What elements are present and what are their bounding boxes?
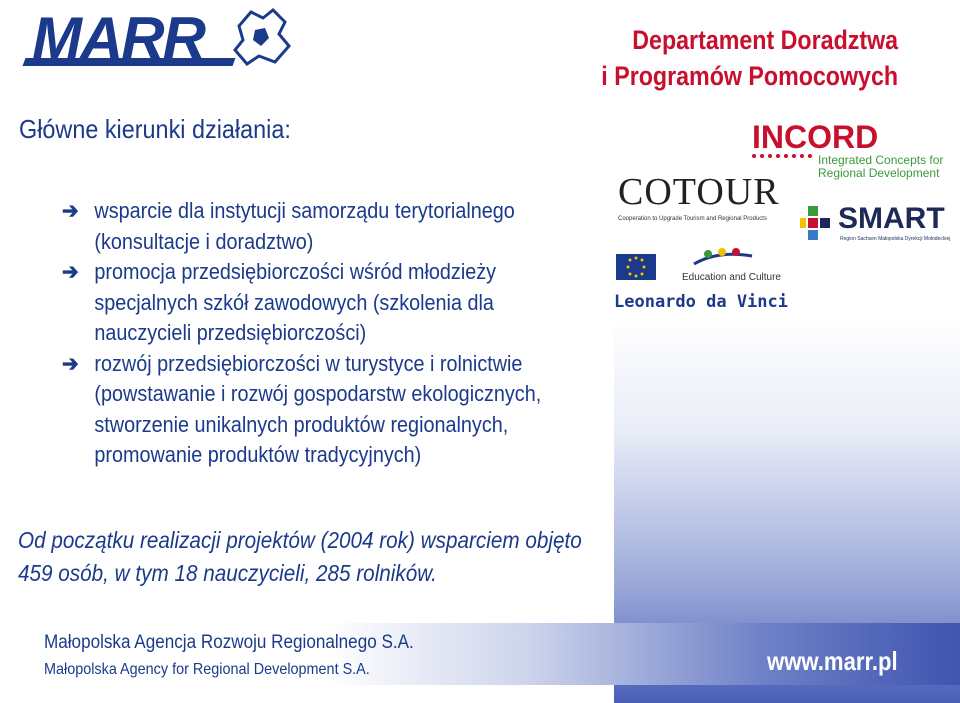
- smart-title: SMART: [838, 202, 945, 235]
- cotour-title: COTOUR: [618, 171, 780, 213]
- website-link[interactable]: www.marr.pl: [767, 646, 898, 676]
- incord-title: INCORD: [752, 119, 879, 155]
- list-item-text: promocja przedsiębiorczości wśród młodzieży specjalnych szkół zawodowych (szkolenia dla nauczycieli przedsiębiorczości): [94, 259, 497, 345]
- marr-logo: [24, 6, 294, 72]
- smart-subtitle: Region Sachsen Małopolska Dyrekcji Mołodeckiej: [840, 236, 951, 242]
- list-item: [62, 257, 566, 349]
- logo-text: MARR: [32, 5, 204, 72]
- education-swoosh-icon: [688, 246, 758, 270]
- summary-text: Od początku realizacji projektów (2004 rok) wsparciem objęto 459 osób, w tym 18 nauczycieli, 285 rolników.: [18, 527, 582, 586]
- section-heading: Główne kierunki działania:: [19, 114, 291, 144]
- smart-squares-icon: [796, 206, 836, 246]
- arrow-right-icon: ➔: [62, 350, 79, 376]
- department-title: [601, 22, 898, 94]
- malopolska-map-icon: [229, 6, 293, 68]
- incord-subtitle: [818, 154, 943, 180]
- incord-logo: [752, 119, 944, 180]
- list-item: [62, 349, 566, 471]
- footer-name-en: Małopolska Agency for Regional Development S.A.: [44, 661, 370, 678]
- list-item-text: wsparcie dla instytucji samorządu terytorialnego (konsultacje i doradztwo): [94, 198, 515, 254]
- education-culture-text: Education and Culture: [682, 272, 781, 283]
- arrow-right-icon: ➔: [62, 198, 79, 223]
- leonardo-logo: [614, 244, 800, 316]
- leonardo-title: Leonardo da Vinci: [614, 292, 788, 312]
- cotour-subtitle: Cooperation to Upgrade Tourism and Regional Products: [618, 216, 767, 222]
- arrow-right-icon: ➔: [62, 259, 79, 284]
- list-item-text: rozwój przedsiębiorczości w turystyce i rolnictwie (powstawanie i rozwój gospodarstw ekologicznych, stworzenie unikalnych produktów regionalnych, promowanie produktów tradycyjnych): [94, 350, 542, 467]
- cotour-logo: [614, 160, 800, 230]
- bullet-list: [62, 196, 566, 471]
- incord-subtitle-line1: Integrated Concepts for: [818, 153, 944, 167]
- list-item: [62, 196, 566, 257]
- eu-flag-icon: [616, 254, 656, 280]
- department-line1: Departament Doradztwa: [632, 25, 898, 55]
- department-line2: i Programów Pomocowych: [601, 61, 898, 91]
- footer-name-pl: Małopolska Agencja Rozwoju Regionalnego S.A.: [44, 632, 414, 653]
- incord-subtitle-line2: Regional Development: [818, 166, 940, 180]
